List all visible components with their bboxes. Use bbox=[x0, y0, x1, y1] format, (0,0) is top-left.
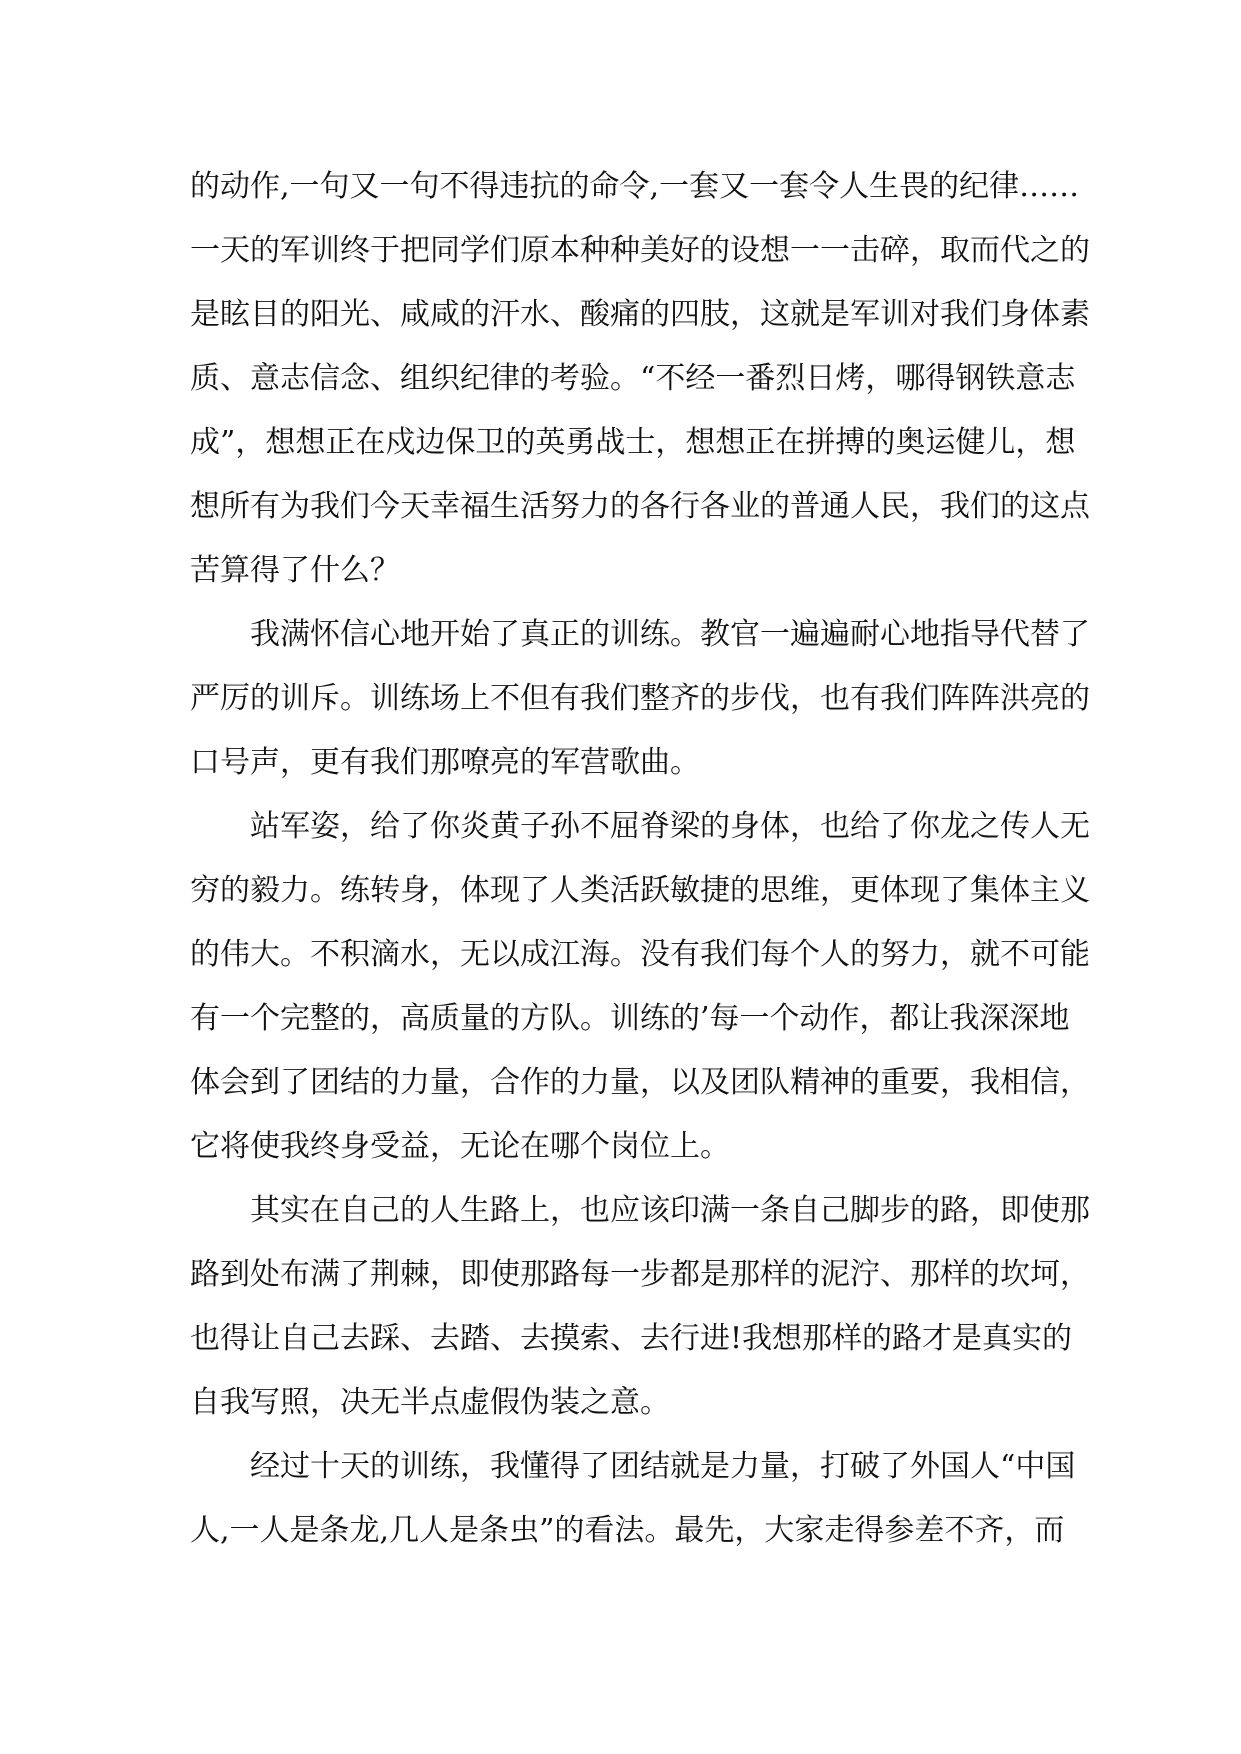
paragraph-4-line-4: 自我写照，决无半点虚假伪装之意。 bbox=[190, 1385, 670, 1420]
paragraph-1-line-2: 一天的军训终于把同学们原本种种美好的设想一一击碎，取而代之的 bbox=[190, 233, 1090, 268]
paragraph-1-line-5: 成”，想想正在戍边保卫的英勇战士，想想正在拼搏的奥运健儿，想 bbox=[190, 425, 1076, 460]
paragraph-3-line-4: 有一个完整的，高质量的方队。训练的’每一个动作，都让我深深地 bbox=[190, 1001, 1070, 1036]
paragraph-3-line-3: 的伟大。不积滴水，无以成江海。没有我们每个人的努力，就不可能 bbox=[190, 937, 1090, 972]
paragraph-4-line-2: 路到处布满了荆棘，即使那路每一步都是那样的泥泞、那样的坎坷， bbox=[190, 1257, 1090, 1292]
paragraph-4-line-1: 其实在自己的人生路上，也应该印满一条自己脚步的路，即使那 bbox=[250, 1193, 1090, 1228]
paragraph-4-line-3: 也得让自己去踩、去踏、去摸索、去行进!我想那样的路才是真实的 bbox=[190, 1321, 1073, 1356]
paragraph-1-line-1: 的动作,一句又一句不得违抗的命令,一套又一套令人生畏的纪律…… bbox=[190, 169, 1080, 204]
paragraph-5-line-2: 人,一人是条龙,几人是条虫”的看法。最先，大家走得参差不齐，而 bbox=[190, 1513, 1065, 1548]
paragraph-3-line-1: 站军姿，给了你炎黄子孙不屈脊梁的身体，也给了你龙之传人无 bbox=[250, 809, 1090, 844]
paragraph-5-line-1: 经过十天的训练，我懂得了团结就是力量，打破了外国人“中国 bbox=[250, 1449, 1076, 1484]
paragraph-2-line-2: 严厉的训斥。训练场上不但有我们整齐的步伐，也有我们阵阵洪亮的 bbox=[190, 681, 1090, 716]
paragraph-3-line-2: 穷的毅力。练转身，体现了人类活跃敏捷的思维，更体现了集体主义 bbox=[190, 873, 1090, 908]
paragraph-3-line-5: 体会到了团结的力量，合作的力量，以及团队精神的重要，我相信， bbox=[190, 1065, 1090, 1100]
paragraph-2-line-3: 口号声，更有我们那嘹亮的军营歌曲。 bbox=[190, 745, 700, 780]
paragraph-1-line-6: 想所有为我们今天幸福生活努力的各行各业的普通人民，我们的这点 bbox=[190, 489, 1090, 524]
document-body bbox=[190, 155, 1090, 1563]
paragraph-1-line-4: 质、意志信念、组织纪律的考验。“不经一番烈日烤，哪得钢铁意志 bbox=[190, 361, 1076, 396]
paragraph-2-line-1: 我满怀信心地开始了真正的训练。教官一遍遍耐心地指导代替了 bbox=[250, 617, 1090, 652]
paragraph-1-line-3: 是眩目的阳光、咸咸的汗水、酸痛的四肢，这就是军训对我们身体素 bbox=[190, 297, 1090, 332]
paragraph-1-line-7: 苦算得了什么？ bbox=[190, 553, 400, 588]
paragraph-3-line-6: 它将使我终身受益，无论在哪个岗位上。 bbox=[190, 1129, 730, 1164]
